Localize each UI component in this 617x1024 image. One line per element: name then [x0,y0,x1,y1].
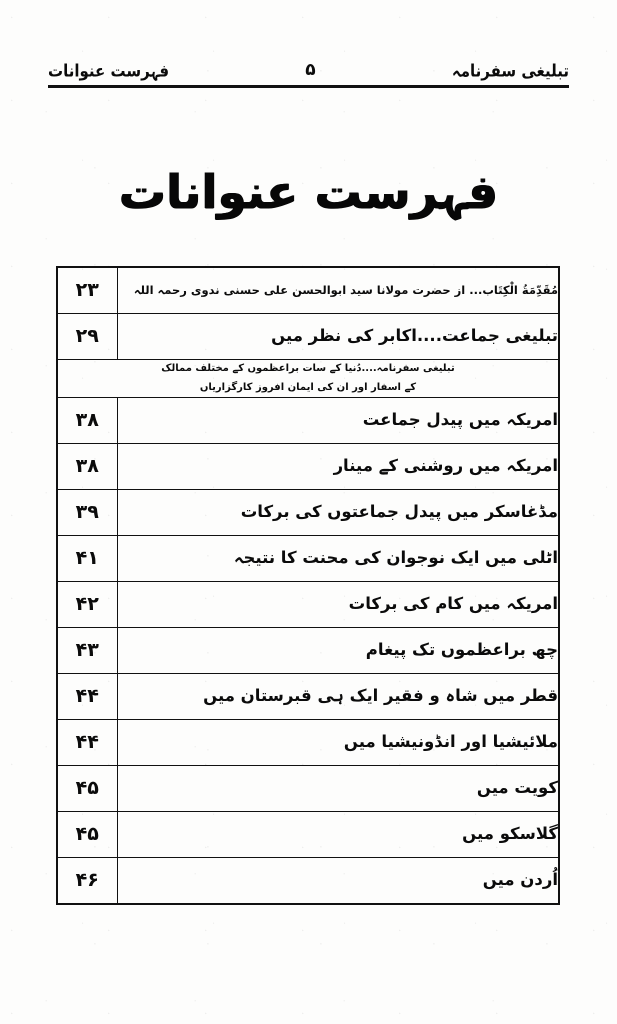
toc-entry-page-number: ۴۵ [57,766,117,812]
toc-section-heading-line-1: تبلیغی سفرنامہ....دُنیا کے سات براعظموں کے مختلف ممالک [161,363,455,374]
table-row [57,720,559,766]
toc-entry-page-number: ۳۸ [57,398,117,444]
table-row [57,536,559,582]
table-row [57,812,559,858]
toc-entry-page-number: ۴۲ [57,582,117,628]
toc-section-heading-line-2: کے اسفار اور ان کی ایمان افروز کارگزاریاں [199,381,417,393]
toc-entry-title[interactable]: امریکہ میں کام کی برکات [117,582,559,628]
toc-entry-page-number: ۴۶ [57,858,117,905]
table-row [57,267,559,314]
table-row [57,628,559,674]
toc-entry-title[interactable]: چھ براعظموں تک پیغام [117,628,559,674]
running-header [48,44,569,88]
toc-entry-page-number: ۲۹ [57,314,117,360]
toc-entry-page-number: ۴۴ [57,720,117,766]
table-row [57,314,559,360]
toc-entry-title[interactable]: گلاسکو میں [117,812,559,858]
toc-table [56,266,560,905]
toc-entry-title[interactable]: تبلیغی جماعت....اکابر کی نظر میں [117,314,559,360]
toc-entry-title[interactable]: امریکہ میں پیدل جماعت [117,398,559,444]
header-rule [48,85,569,88]
toc-entry-page-number: ۲۳ [57,267,117,314]
table-row [57,858,559,905]
toc-entry-title[interactable]: مڈغاسکر میں پیدل جماعتوں کی برکات [117,490,559,536]
table-of-contents [57,266,560,905]
running-header-section-title: فہرست عنوانات [48,60,170,82]
toc-entry-title[interactable]: اُردن میں [117,858,559,905]
table-row [57,766,559,812]
running-header-book-title: تبلیغی سفرنامہ [451,60,569,82]
page-folio-number: ۵ [305,60,316,80]
toc-entry-page-number: ۴۳ [57,628,117,674]
toc-entry-page-number: ۴۴ [57,674,117,720]
toc-entry-page-number: ۴۱ [57,536,117,582]
table-row [57,360,559,398]
toc-entry-page-number: ۳۸ [57,444,117,490]
toc-entry-title[interactable]: امریکہ میں روشنی کے مینار [117,444,559,490]
table-row [57,582,559,628]
table-row [57,490,559,536]
toc-entry-page-number: ۳۹ [57,490,117,536]
toc-entry-title[interactable]: قطر میں شاہ و فقیر ایک ہی قبرستان میں [117,674,559,720]
toc-section-heading [57,360,559,398]
toc-entry-title[interactable]: کویت میں [117,766,559,812]
toc-entry-title[interactable]: اٹلی میں ایک نوجوان کی محنت کا نتیجہ [117,536,559,582]
table-row [57,398,559,444]
table-row [57,444,559,490]
toc-entry-title[interactable]: ملائیشیا اور انڈونیشیا میں [117,720,559,766]
page-title: فہرست عنوانات [118,165,499,220]
toc-entry-title[interactable]: مُقَدِّمَةُ الْکِتَاب... از حضرت مولانا سید ابوالحسن علی حسنی ندوی رحمہ اللہ [117,267,559,314]
toc-entry-page-number: ۴۵ [57,812,117,858]
table-row [57,674,559,720]
